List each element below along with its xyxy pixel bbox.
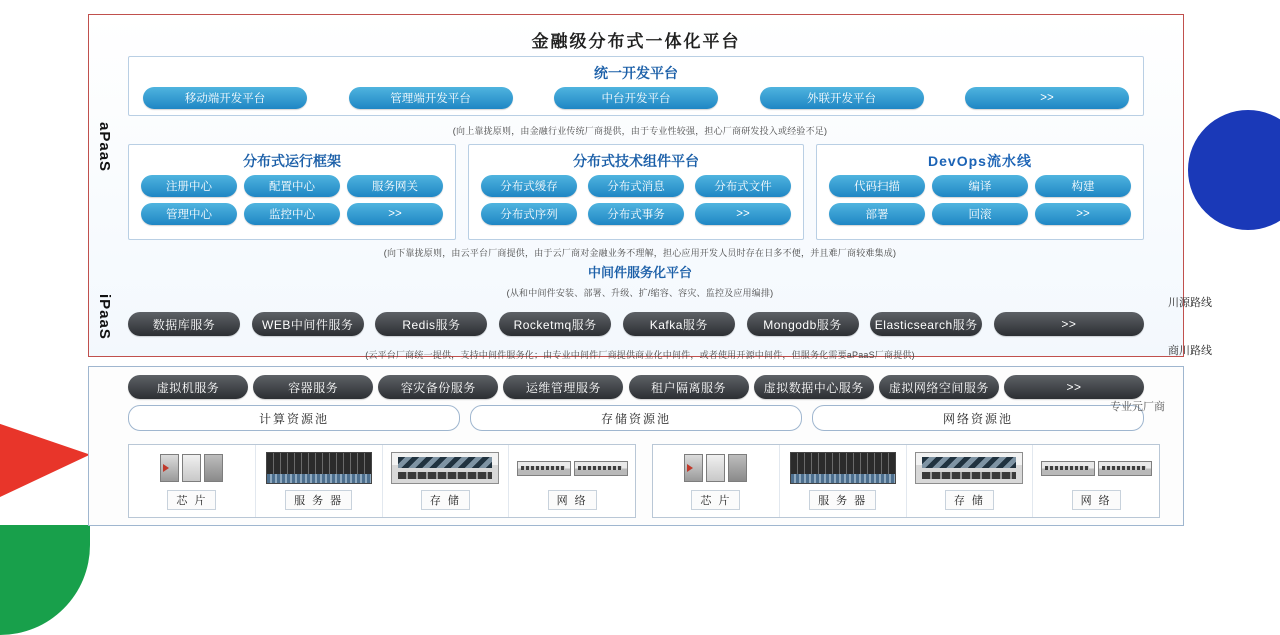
pill-registry-center[interactable]: 注册中心 [141,175,237,197]
pill-compile[interactable]: 编译 [932,175,1028,197]
pill-monitor-center[interactable]: 监控中心 [244,203,340,225]
hw-label-server-a: 服 务 器 [285,490,352,510]
side-note-route1: 川源路线 [1168,297,1212,309]
side-note-route2: 商川路线 [1168,345,1212,357]
pill-database-service[interactable]: 数据库服务 [128,312,240,336]
pill-elasticsearch-service[interactable]: Elasticsearch服务 [870,312,982,336]
pill-distributed-cache[interactable]: 分布式缓存 [481,175,577,197]
pill-middleware-more[interactable]: >> [994,312,1144,336]
pill-midoffice-dev-platform[interactable]: 中台开发平台 [554,87,718,109]
tech-components-panel [468,144,804,240]
decorative-red-arrow [0,400,90,530]
unified-dev-platform-items [129,87,1143,109]
pill-ops-management-service[interactable]: 运维管理服务 [503,375,623,399]
pill-redis-service[interactable]: Redis服务 [375,312,487,336]
pill-distributed-file[interactable]: 分布式文件 [695,175,791,197]
layer-label-apaas: aPaaS [96,121,113,173]
note-ipaas-bottom: (云平台厂商统一提供，支持中间件服务化；由专业中间件厂商提供商业化中间件，或者使用开源中间件，但服务化需要aPaaS厂商提供) [365,350,915,360]
pill-distributed-transaction[interactable]: 分布式事务 [588,203,684,225]
pill-web-middleware-service[interactable]: WEB中间件服务 [252,312,364,336]
pill-config-center[interactable]: 配置中心 [244,175,340,197]
pill-runtime-more[interactable]: >> [347,203,443,225]
pill-external-dev-platform[interactable]: 外联开发平台 [760,87,924,109]
storage-array-icon [915,449,1023,487]
pill-disaster-backup-service[interactable]: 容灾备份服务 [378,375,498,399]
layer-label-ipaas: iPaaS [96,294,113,340]
pill-service-gateway[interactable]: 服务网关 [347,175,443,197]
runtime-framework-items [129,175,455,225]
hw-label-network-b: 网 络 [1072,490,1121,510]
runtime-framework-title: 分布式运行框架 [243,153,341,169]
pill-distributed-sequence[interactable]: 分布式序列 [481,203,577,225]
pill-kafka-service[interactable]: Kafka服务 [623,312,735,336]
pill-build[interactable]: 构建 [1035,175,1131,197]
pill-code-scan[interactable]: 代码扫描 [829,175,925,197]
server-rack-icon [266,449,372,487]
storage-array-icon [391,449,499,487]
hw-cell-server-b [780,445,907,517]
hw-label-chip-b: 芯 片 [691,490,740,510]
pill-vm-service[interactable]: 虚拟机服务 [128,375,248,399]
hw-cell-chip-a [129,445,256,517]
pill-rollback[interactable]: 回滚 [932,203,1028,225]
page-title: 金融级分布式一体化平台 [531,32,741,51]
hw-label-server-b: 服 务 器 [809,490,876,510]
pool-storage: 存储资源池 [470,405,802,431]
pill-management-center[interactable]: 管理中心 [141,203,237,225]
pill-tenant-isolation-service[interactable]: 租户隔离服务 [629,375,749,399]
devops-pipeline-panel [816,144,1144,240]
runtime-framework-panel [128,144,456,240]
hw-cell-storage-b [907,445,1034,517]
hw-cell-network-b [1033,445,1159,517]
tech-components-items [469,175,803,225]
pill-devops-more[interactable]: >> [1035,203,1131,225]
tech-components-title: 分布式技术组件平台 [573,153,699,169]
pill-admin-dev-platform[interactable]: 管理端开发平台 [349,87,513,109]
hw-cell-server-a [256,445,383,517]
unified-dev-platform-panel [128,56,1144,116]
pill-distributed-message[interactable]: 分布式消息 [588,175,684,197]
pill-tech-more[interactable]: >> [695,203,791,225]
chip-icon [684,449,747,487]
middleware-platform-title: 中间件服务化平台 [587,265,692,280]
decorative-green-shape [0,525,90,635]
iaas-services-row [128,375,1144,399]
side-note-route3: 专业元厂商 [1110,401,1165,413]
hw-cell-chip-b [653,445,780,517]
unified-dev-platform-title: 统一开发平台 [594,65,678,81]
note-middleware: (从和中间件安装、部署、升级、扩/缩容、容灾、监控及应用编排) [506,288,774,298]
note-ipaas-top: (向下靠拢原则，由云平台厂商提供，由于云厂商对金融业务不理解，担心应用开发人员时存在日多不便，并且难厂商较难集成) [383,248,897,258]
hw-label-storage-b: 存 储 [945,490,994,510]
pool-compute: 计算资源池 [128,405,460,431]
server-rack-icon [790,449,896,487]
pill-mobile-dev-platform[interactable]: 移动端开发平台 [143,87,307,109]
hw-label-chip-a: 芯 片 [167,490,216,510]
network-switch-icon [1041,449,1152,487]
hw-label-network-a: 网 络 [548,490,597,510]
datacenter-a-box [128,444,636,518]
pill-mongodb-service[interactable]: Mongodb服务 [747,312,859,336]
chip-icon [160,449,223,487]
resource-pool-row [128,405,1144,431]
pill-rocketmq-service[interactable]: Rocketmq服务 [499,312,611,336]
pill-virtual-network-service[interactable]: 虚拟网络空间服务 [879,375,999,399]
datacenter-b-box [652,444,1160,518]
note-apaas-top: (向上靠拢原则，由金融行业传统厂商提供，由于专业性较强，担心厂商研发投入或经验不足) [452,126,828,136]
hw-label-storage-a: 存 储 [421,490,470,510]
pill-container-service[interactable]: 容器服务 [253,375,373,399]
pill-iaas-more[interactable]: >> [1004,375,1144,399]
pill-virtual-datacenter-service[interactable]: 虚拟数据中心服务 [754,375,874,399]
hw-cell-storage-a [383,445,510,517]
pill-unified-more[interactable]: >> [965,87,1129,109]
pool-network: 网络资源池 [812,405,1144,431]
middleware-services-row [128,312,1144,336]
devops-pipeline-title: DevOps流水线 [928,153,1032,169]
pill-deploy[interactable]: 部署 [829,203,925,225]
network-switch-icon [517,449,628,487]
hw-cell-network-a [509,445,635,517]
devops-pipeline-items [817,175,1143,225]
